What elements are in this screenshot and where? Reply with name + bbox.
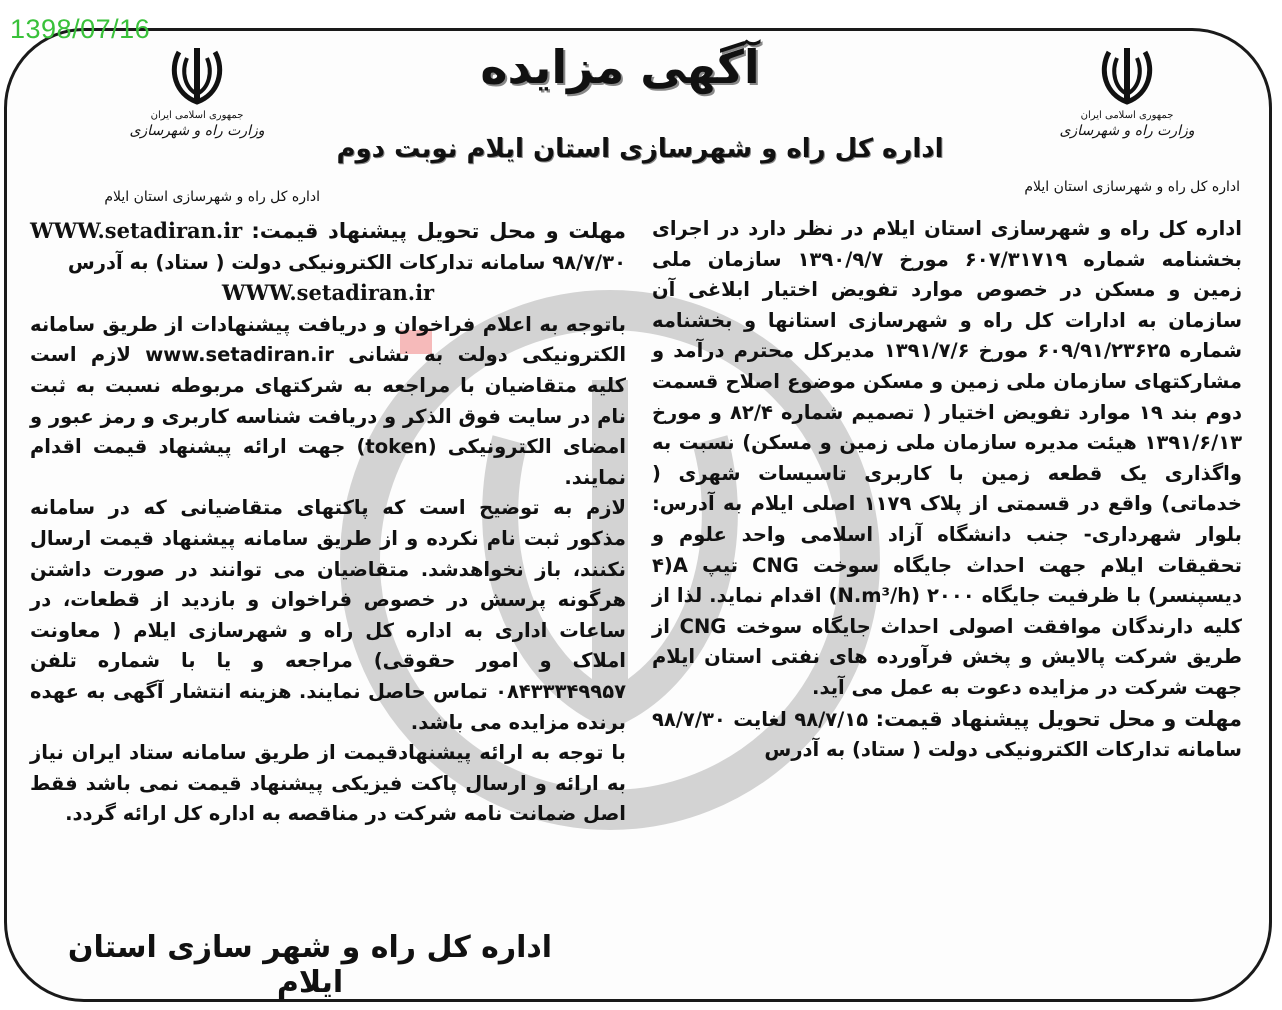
contact-paragraph: لازم به توضیح است که پاکتهای متقاضیانی که در سامانه مذکور ثبت نام نکرده و از طریق سامانه پیشنهاد قیمت ارسال نکنند، باز نخواهدشد. متقاضیان می توانند در صورت داشتن هرگونه پرسش در خصوص فراخوان و بازدید از قطعات، در ساعات اداری به اداره کل راه و شهرسازی ایلام ( معاونت املاک و امور حقوقی) مراجعه و یا با شماره تلفن ۰۸۴۳۳۳۴۹۹۵۷ تماس حاصل نمایند. هزینه انتشار آگهی به عهده برنده مزایده می باشد. bbox=[30, 496, 626, 734]
deadline-text: ۹۸/۷/۱۵ لغایت ۹۸/۷/۳۰ سامانه تدارکات الکترونیکی دولت ( ستاد) به آدرس bbox=[652, 707, 1242, 762]
auction-body: اداره کل راه و شهرسازی استان ایلام در نظر دارد در اجرای بخشنامه شماره ۶۰۷/۳۱۷۱۹ مورخ ۱۳۹۰/۹/۷ سازمان ملی زمین و مسکن در خصوص موارد تفویض اختیار ابلاغی آن سازمان به ادارات کل راه و شهرسازی استانها و بخشنامه شماره ۶۰۹/۹۱/۲۳۶۲۵ مورخ ۱۳۹۱/۷/۶ مدیرکل محترم درآمد و مشارکتهای سازمان ملی زمین و مسکن موضوع اصلاح قسمت دوم بند ۱۹ موارد تفویض اختیار ( تصمیم شماره ۸۲/۴ و مورخ ۱۳۹۱/۶/۱۳ هیئت مدیره سازمان ملی زمین و مسکن) نسبت به واگذاری یک قطعه زمین با کاربری تاسیسات شهری ( خدماتی) واقع در قسمتی از پلاک ۱۱۷۹ اصلی ایلام به آدرس: بلوار شهرداری- جنب دانشگاه آزاد اسلامی واحد علوم و تحقیقات ایلام جهت احداث جایگاه سوخت CNG تیپ A(۴ دیسپنسر) با ظرفیت جایگاه ۲۰۰۰ (N.m³/h) اقدام نماید. لذا از کلیه دارندگان موافقت اصولی احداث جایگاه سوخت CNG از طریق شرکت پالایش و پخش فرآورده های نفتی استان ایلام جهت شرکت در مزایده دعوت به عمل می آید. bbox=[652, 217, 1243, 699]
site-url-link[interactable]: WWW.setadiran.ir bbox=[30, 218, 243, 243]
ministry-emblem-left bbox=[122, 44, 272, 139]
deadline-text: ۹۸/۷/۳۰ سامانه تدارکات الکترونیکی دولت ( ستاد) به آدرس bbox=[67, 250, 626, 274]
republic-label: جمهوری اسلامی ایران bbox=[1080, 110, 1174, 121]
deadline-heading: مهلت و محل تحویل پیشنهاد قیمت: bbox=[875, 706, 1242, 731]
deadline-heading: مهلت و محل تحویل پیشنهاد قیمت: bbox=[251, 219, 626, 243]
department-label-left: اداره کل راه و شهرسازی استان ایلام bbox=[104, 189, 320, 205]
site-url-line bbox=[30, 278, 626, 310]
notice-subtitle: اداره کل راه و شهرسازی استان ایلام نوبت دوم bbox=[336, 134, 944, 164]
site-url-link-2[interactable]: WWW.setadiran.ir bbox=[221, 280, 435, 306]
republic-label: جمهوری اسلامی ایران bbox=[150, 110, 244, 121]
department-label-right: اداره کل راه و شهرسازی استان ایلام bbox=[1024, 179, 1240, 195]
ministry-emblem-right bbox=[1052, 44, 1202, 139]
footer-signature: اداره کل راه و شهر سازی استان ایلام bbox=[67, 930, 553, 1000]
notice-title: آگهی مزایده bbox=[480, 40, 760, 94]
deadline-block bbox=[652, 704, 1242, 766]
left-column bbox=[30, 216, 626, 830]
registration-paragraph: باتوجه به اعلام فراخوان و دریافت پیشنهادات از طریق سامانه الکترونیکی دولت به نشانی www.setadiran.ir لازم است کلیه متقاضیان با مراجعه به شرکتهای مربوطه نسبت به ثبت نام در سایت فوق الذکر و دریافت شناسه کاربری و رمز عبور و امضای الکترونیکی (token) جهت ارائه پیشنهاد قیمت اقدام نمایند. bbox=[30, 312, 627, 489]
iran-emblem-icon bbox=[165, 44, 229, 108]
ministry-label: وزارت راه و شهرسازی bbox=[1059, 123, 1195, 139]
deadline-block-left bbox=[30, 216, 626, 278]
date-stamp: 1398/07/16 bbox=[10, 14, 151, 44]
ministry-label: وزارت راه و شهرسازی bbox=[129, 123, 265, 139]
iran-emblem-icon bbox=[1095, 44, 1159, 108]
right-column bbox=[652, 214, 1242, 766]
guarantee-paragraph: با توجه به ارائه پیشنهادقیمت از طریق سامانه ستاد ایران نیاز به ارائه و ارسال پاکت فیزیکی پیشنهاد قیمت نمی باشد فقط اصل ضمانت نامه شرکت در مناقصه به اداره کل ارائه گردد. bbox=[30, 741, 626, 826]
